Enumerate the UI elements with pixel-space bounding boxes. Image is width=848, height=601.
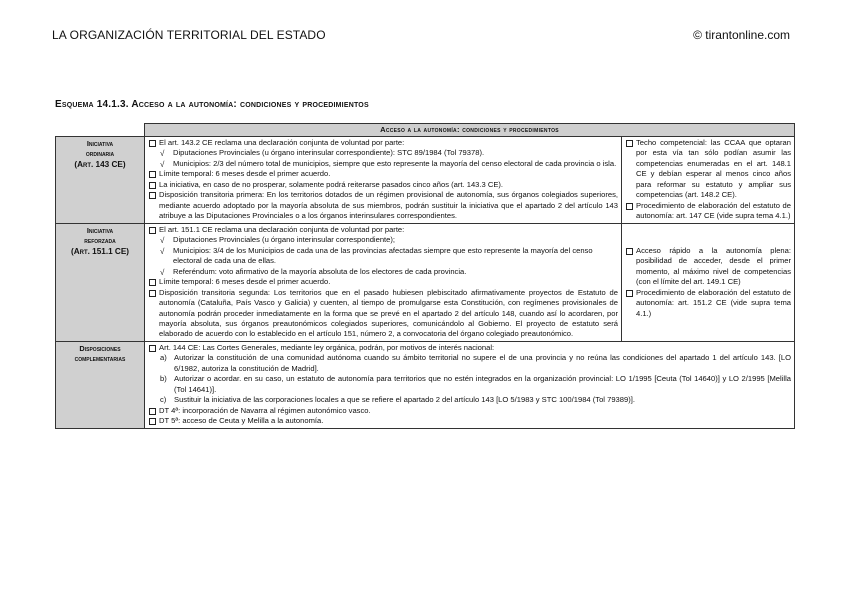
list-item: Art. 144 CE: Las Cortes Generales, mediante ley orgánica, podrán, por motivos de interés nacional: bbox=[148, 343, 791, 353]
list-item: Disposición transitoria primera: En los territorios dotados de un régimen provisional de autonomía, sus órganos colegiados superiores, mediante acuerdo adoptado por la mayoría absoluta de sus miembros, podrán sustituir la iniciativa que el apartado 2 del artículo 143 atribuye a las Diputaciones Provinciales o a los órganos interinsulares correspondientes. bbox=[148, 190, 618, 221]
item-text: Sustituir la iniciativa de las corporaciones locales a que se refiere el apartado 2 del artículo 143 [LO 5/1983 y STC 100/1984 (Tol 79389)]. bbox=[174, 395, 635, 405]
list-item: √ Diputaciones Provinciales (u órgano interinsular correspondiente); bbox=[148, 235, 618, 245]
list-item bbox=[148, 395, 791, 405]
row-label-line2: complementarias bbox=[74, 353, 126, 363]
row-main-reforzada bbox=[145, 223, 622, 341]
item-letter: b) bbox=[160, 374, 167, 384]
list-item: Disposición transitoria segunda: Los territorios que en el pasado hubiesen plebiscitado afirmativamente proyectos de Estatuto de autonomía (Cataluña, País Vasco y Galicia) y cuenten, al tiempo de promulgarse esta Constitución, con regímenes provisionales de autonomía podrán proceder inmediatamente en la forma que se prevé en el apartado 2 del artículo 148, cuando así lo acordaren, por mayoría absoluta, sus órganos preautonómicos colegiados superiores, comunicándolo al Gobierno. El proyecto de estatuto será elaborado de acuerdo con lo establecido en el artículo 151, número 2, a convocatoria del órgano colegiado preautonómico. bbox=[148, 288, 618, 340]
list-item: √ Municipios: 2/3 del número total de municipios, siempre que esto represente la mayoría del censo electoral de cada provincia o isla. bbox=[148, 159, 618, 169]
list-item: DT 4ª: incorporación de Navarra al régimen autonómico vasco. bbox=[148, 406, 791, 416]
empty-corner-cell bbox=[56, 124, 145, 137]
row-main-ordinaria bbox=[145, 137, 622, 224]
table-title-row bbox=[56, 124, 795, 137]
list-item: Límite temporal: 6 meses desde el primer acuerdo. bbox=[148, 169, 618, 179]
list-item: Límite temporal: 6 meses desde el primer acuerdo. bbox=[148, 277, 618, 287]
item-letter: c) bbox=[160, 395, 167, 405]
list-item: √ Referéndum: voto afirmativo de la mayoría absoluta de los electores de cada provincia. bbox=[148, 267, 618, 277]
list-item: Techo competencial: las CCAA que optaran por esta vía tan sólo podían asumir las competencias enumeradas en el art. 148.1 CE y debían esperar al menos cinco años para reformar su estatuto y ampliar sus competencias (art. 148.2 CE). bbox=[625, 138, 791, 201]
item-text: Autorizar la constitución de una comunidad autónoma cuando su ámbito territorial no supere el de una provincia y no reúna las condiciones del apartado 1 del artículo 143. [LO 6/1982, autoriza la constitución de Madrid]. bbox=[174, 353, 791, 373]
list-item bbox=[148, 374, 791, 395]
row-label-line2: ordinaria bbox=[85, 148, 115, 158]
list-item: La iniciativa, en caso de no prosperar, solamente podrá reiterarse pasados cinco años (art. 143.3 CE). bbox=[148, 180, 618, 190]
list-item: Procedimiento de elaboración del estatuto de autonomía: art. 151.2 CE (vide supra tema 4.1.) bbox=[625, 288, 791, 319]
row-label-complementarias bbox=[56, 341, 145, 428]
item-text: Autorizar o acordar. en su caso, un estatuto de autonomía para territorios que no estén integrados en la organización provincial: LO 1/1995 [Ceuta (Tol 14640)] y LO 2/1995 [Melilla (Tol 14641)]. bbox=[174, 374, 791, 394]
row-label-reforzada bbox=[56, 223, 145, 341]
scheme-heading: Esquema 14.1.3. Acceso a la autonomía: condiciones y procedimientos bbox=[55, 99, 369, 110]
row-note-reforzada bbox=[622, 223, 795, 341]
row-label-line1: Disposiciones bbox=[79, 343, 121, 353]
row-label-line2: reforzada bbox=[84, 235, 116, 245]
row-label-ref: (Art. 151.1 CE) bbox=[70, 246, 130, 256]
row-label-ordinaria bbox=[56, 137, 145, 224]
row-label-line1: Iniciativa bbox=[86, 225, 114, 235]
list-item: Procedimiento de elaboración del estatuto de autonomía: art. 147 CE (vide supra tema 4.1.) bbox=[625, 201, 791, 222]
row-label-ref: (Art. 143 CE) bbox=[74, 159, 126, 169]
page-header-title: LA ORGANIZACIÓN TERRITORIAL DEL ESTADO bbox=[52, 28, 326, 42]
row-note-ordinaria bbox=[622, 137, 795, 224]
list-item: √ Municipios: 3/4 de los Municipios de cada una de las provincias afectadas siempre que esto represente la mayoría del censo electoral de cada una de ellas. bbox=[148, 246, 618, 267]
table-row bbox=[56, 223, 795, 341]
table-row bbox=[56, 341, 795, 428]
table-title: Acceso a la autonomía: condiciones y procedimientos bbox=[145, 124, 795, 137]
list-item bbox=[148, 353, 791, 374]
list-item: El art. 143.2 CE reclama una declaración conjunta de voluntad por parte: bbox=[148, 138, 618, 148]
row-main-complementarias bbox=[145, 341, 795, 428]
list-item: DT 5ª: acceso de Ceuta y Melilla a la autonomía. bbox=[148, 416, 791, 426]
scheme-table bbox=[55, 123, 795, 429]
list-item: Acceso rápido a la autonomía plena: posibilidad de acceder, desde el primer momento, al máximo nivel de competencias (con el límite del art. 149.1 CE) bbox=[625, 246, 791, 288]
list-item: El art. 151.1 CE reclama una declaración conjunta de voluntad por parte: bbox=[148, 225, 618, 235]
row-label-line1: Iniciativa bbox=[86, 139, 114, 148]
copyright-notice: © tirantonline.com bbox=[693, 28, 790, 42]
list-item: √ Diputaciones Provinciales (u órgano interinsular correspondiente): STC 89/1984 (Tol 79378). bbox=[148, 148, 618, 158]
item-letter: a) bbox=[160, 353, 167, 363]
table-row bbox=[56, 137, 795, 224]
